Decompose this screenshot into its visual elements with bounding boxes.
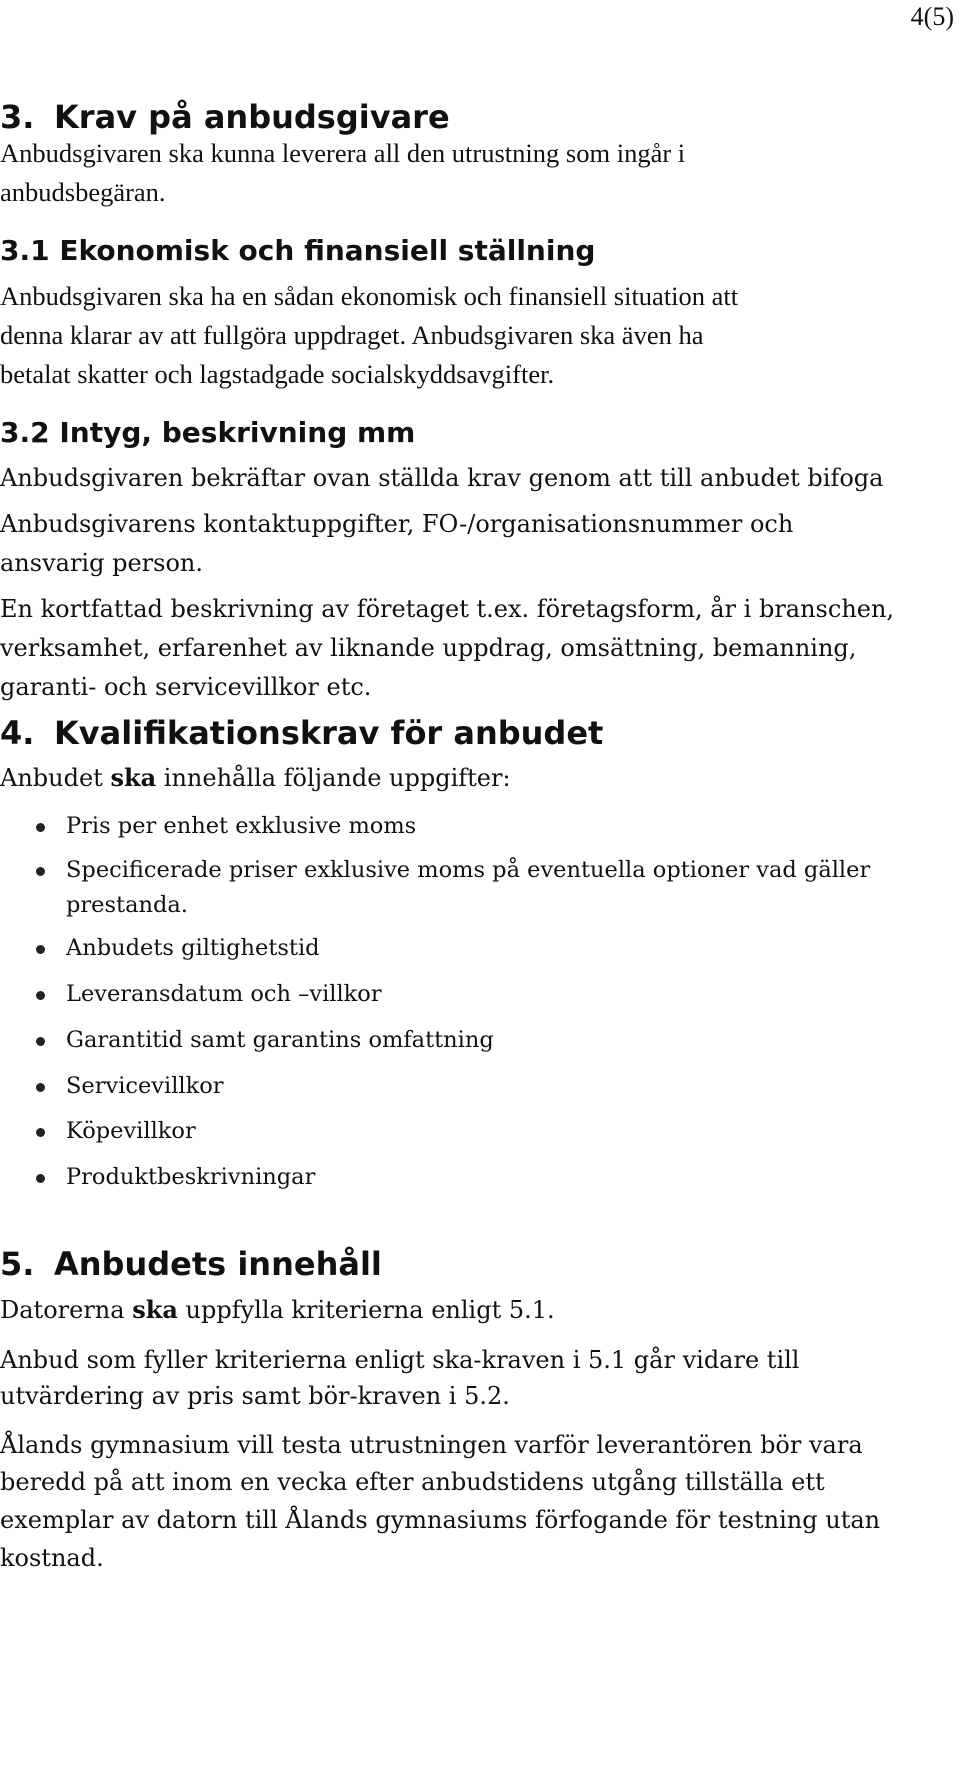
paragraph-line: Anbudsgivaren ska ha en sådan ekonomisk och finansiell situation att — [0, 281, 739, 311]
paragraph-line: exemplar av datorn till Ålands gymnasiums förfogande för testning utan — [0, 1506, 881, 1534]
list-item-text: Leveransdatum och –villkor — [66, 981, 382, 1007]
paragraph-line: kostnad. — [0, 1544, 104, 1572]
paragraph-line: ansvarig person. — [0, 549, 203, 577]
section-number: 5. — [0, 1245, 35, 1283]
section-3-heading — [0, 98, 450, 136]
paragraph-line: anbudsbegäran. — [0, 177, 166, 207]
bullet-icon — [36, 991, 45, 1000]
section-title: Krav på anbudsgivare — [54, 98, 450, 136]
paragraph-line: verksamhet, erfarenhet av liknande uppdrag, omsättning, bemanning, — [0, 634, 857, 662]
list-item-text: Garantitid samt garantins omfattning — [66, 1027, 494, 1053]
section-number: 4. — [0, 714, 35, 752]
bullet-icon — [36, 1037, 45, 1046]
paragraph-line: Anbudsgivarens kontaktuppgifter, FO-/organisationsnummer och — [0, 510, 794, 538]
paragraph-line: En kortfattad beskrivning av företaget t.ex. företagsform, år i branschen, — [0, 595, 895, 623]
section-title: Anbudets innehåll — [54, 1245, 382, 1283]
paragraph-line: Anbudsgivaren bekräftar ovan ställda krav genom att till anbudet bifoga — [0, 464, 884, 492]
bullet-icon — [36, 1083, 45, 1092]
page-number: 4(5) — [910, 2, 954, 31]
paragraph-line: Anbudsgivaren ska kunna leverera all den utrustning som ingår i — [0, 138, 686, 168]
paragraph-line: betalat skatter och lagstadgade socialskyddsavgifter. — [0, 359, 555, 389]
section-5-heading — [0, 1245, 382, 1283]
bullet-icon — [36, 1174, 45, 1183]
section-number: 3. — [0, 98, 35, 136]
paragraph-line: garanti- och servicevillkor etc. — [0, 673, 372, 701]
emphasis: ska — [132, 1295, 178, 1324]
paragraph-line: beredd på att inom en vecka efter anbudstidens utgång tillställa ett — [0, 1468, 825, 1496]
section-5-line-1 — [0, 1290, 555, 1330]
list-item-text: Specificerade priser exklusive moms på eventuella optioner vad gäller — [66, 857, 871, 883]
paragraph-line: utvärdering av pris samt bör-kraven i 5.2. — [0, 1382, 510, 1410]
paragraph-line: Ålands gymnasium vill testa utrustningen varför leverantören bör vara — [0, 1431, 863, 1459]
intro-emphasis: ska — [110, 763, 157, 792]
intro-text: Anbudet — [0, 764, 111, 792]
section-3-2-heading: 3.2 Intyg, beskrivning mm — [0, 416, 416, 449]
bullet-icon — [36, 1128, 45, 1137]
text: uppfylla kriterierna enligt 5.1. — [177, 1296, 555, 1324]
list-item-text: Pris per enhet exklusive moms — [66, 813, 417, 839]
bullet-icon — [36, 823, 45, 832]
section-3-1-heading: 3.1 Ekonomisk och finansiell ställning — [0, 234, 596, 267]
section-title: Kvalifikationskrav för anbudet — [54, 714, 604, 752]
section-4-intro — [0, 758, 511, 798]
list-item-text: Anbudets giltighetstid — [66, 935, 320, 961]
paragraph-line: denna klarar av att fullgöra uppdraget. Anbudsgivaren ska även ha — [0, 320, 704, 350]
list-item-text: Servicevillkor — [66, 1073, 224, 1099]
list-item-text: Köpevillkor — [66, 1118, 196, 1144]
bullet-icon — [36, 867, 45, 876]
text: Datorerna — [0, 1296, 133, 1324]
list-item-text: Produktbeskrivningar — [66, 1164, 316, 1190]
intro-text: innehålla följande uppgifter: — [156, 764, 511, 792]
section-4-heading — [0, 714, 603, 752]
bullet-icon — [36, 945, 45, 954]
list-item-text: prestanda. — [66, 892, 188, 918]
paragraph-line: Anbud som fyller kriterierna enligt ska-kraven i 5.1 går vidare till — [0, 1346, 800, 1374]
